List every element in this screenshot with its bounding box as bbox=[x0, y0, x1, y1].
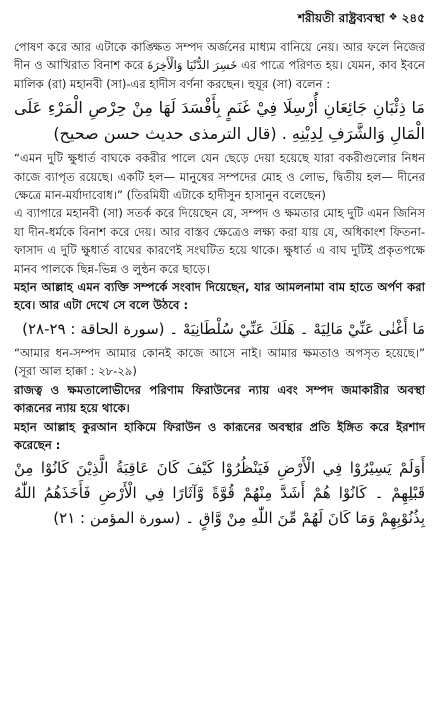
paragraph-3: এ ব্যাপারে মহানবী (সা) সতর্ক করে দিয়েছেন যে, সম্পদ ও ক্ষমতার মোহ দুটি এমন জিনিস যা দীন-ধর্মকে বিনাশ করে দেয়। আর বাস্তব ক্ষেত্রেও লক্ষ্য করা যায় যে, অধিকাংশ ফিতনা-ফাসাদ এ দুটি ক্ষুধার্ত বাঘের কারণেই সংঘটিত হয়ে থাকে। ক্ষুধার্ত এ বাঘ দুটিই প্রকৃতপক্ষে মানব পালকে ছিন্ন-ভিন্ন ও লুন্ঠন করে ছাড়ে। bbox=[14, 206, 425, 276]
arabic-verse-2: أَوَلَمْ يَسِيْرُوْا فِي الْأَرْضِ فَيَنْظُرُوْا كَيْفَ كَانَ عَاقِبَةُ الَّذِيْنَ كَانُوْا مِنْ قَبْلِهِمْ ۔ كَانُوْا هُمْ أَشَدَّ مِنْهُمْ قُوَّةً وَّآثَارًا فِي الْأَرْضِ فَأَخَذَهُمُ اللّٰهُ بِذُنُوْبِهِمْ وَمَا كَانَ لَهُمْ مِّنَ اللّٰهِ مِنْ وَّاقٍ ۔ (سورة المؤمن : ٢١) bbox=[14, 459, 425, 528]
paragraph-6: রাজত্ব ও ক্ষমতালোভীদের পরিণাম ফিরাউনের ন্যায় এবং সম্পদ জমাকারীর অবস্থা কারূনের ন্যায় হয়ে থাকে। bbox=[14, 382, 425, 416]
paragraph-7: মহান আল্লাহ কুরআন হাকিমে ফিরাউন ও কারূনের অবস্থার প্রতি ইঙ্গিত করে ইরশাদ করেছেন : bbox=[14, 419, 425, 452]
paragraph-5: “আমার ধন-সম্পদ আমার কোনই কাজে আসে নাই। আমার ক্ষমতাও অপসৃত হয়েছে।” (সূরা আল হাক্কা : ২৮-২৯) bbox=[14, 345, 425, 379]
page-number: ২৪৫ bbox=[401, 10, 425, 25]
paragraph-1: পোষণ করে আর এটাকে কাঙ্ক্ষিত সম্পদ অর্জনের মাধ্যম বানিয়ে নেয়। আর ফলে নিজের দীন ও আখিরাত বিনাশ করে خَسِرَ الدُّنْيَا وَالْأَخِرَةَ এর পাত্রে পরিণত হয়। যেমন, কাব ইবনে মালিক (রা) মহানবী (সা)-এর হাদীস বর্ণনা করছেন। হুযূর (সা) বলেন : bbox=[14, 40, 425, 91]
header-separator: ❖ bbox=[388, 11, 398, 23]
arabic-verse-1: مَا أَغْنٰى عَنِّيْ مَالِيَهْ ۔ هَلَكَ عَنِّيْ سُلْطَانِيَهْ ۔ (سورة الحاقة : ٢٩-٢٨) bbox=[22, 319, 425, 338]
arabic-hadith: مَا ذِئْبَانِ جَائِعَانِ أُرْسِلَا فِيْ غَنَمٍ بِأَفْسَدَ لَهَا مِنْ حِرْصِ الْمَرْءِ عَلَى الْمَالِ وَالشَّرَفِ لِدِيْنِهِ . (قال الترمذى حديث حسن صحيح) bbox=[14, 98, 425, 144]
running-header bbox=[14, 8, 425, 28]
paragraph-2: “এমন দুটি ক্ষুধার্ত বাঘকে বকরীর পালে যেন ছেড়ে দেয়া হয়েছে যারা বকরীগুলোর নিধন কাজে ব্যাপৃত রয়েছে। একটি হল— মানুষের সম্পদের মোহ ও লোভ, দ্বিতীয় হল— দীনের ক্ষেত্রে মান-মর্যাদাবোধ।” (তিরমিযী এটাকে হাদীসুন হাসানুন বলেছেন) bbox=[14, 151, 425, 203]
header-title: শরীয়তী রাষ্ট্রব্যবস্থা bbox=[297, 10, 385, 25]
paragraph-4: মহান আল্লাহ এমন ব্যক্তি সম্পর্কে সংবাদ দিয়েছেন, যার আমলনামা বাম হাতে অর্পণ করা হবে। আর এটা দেখে সে বলে উঠবে : bbox=[14, 280, 425, 313]
